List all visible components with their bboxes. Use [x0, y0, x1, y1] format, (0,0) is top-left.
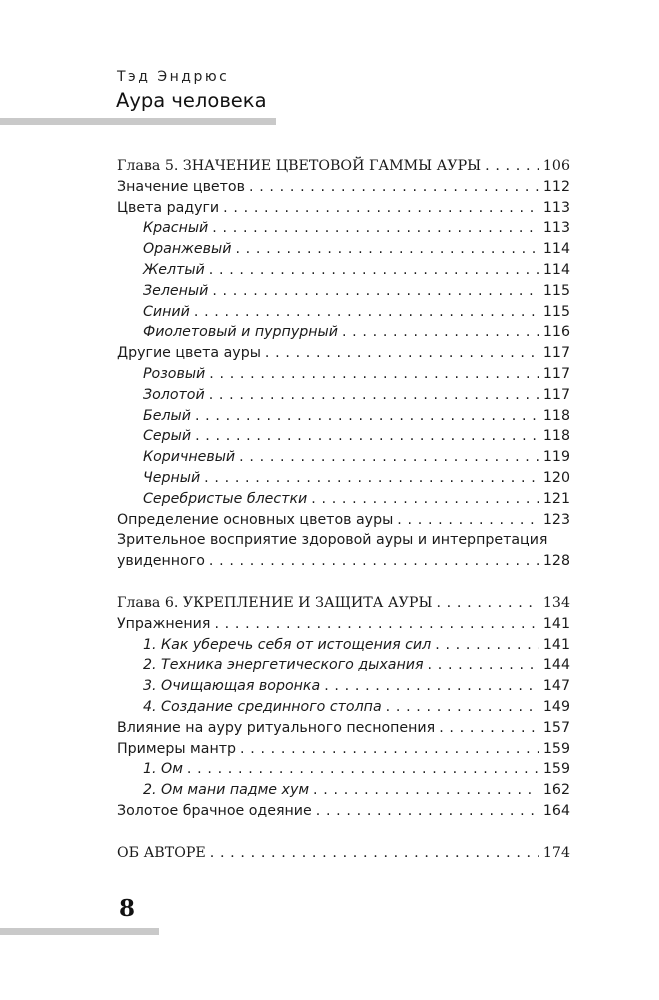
toc-entry-label: Цвета радуги	[117, 199, 220, 216]
running-header-title: Аура человека	[116, 89, 267, 112]
toc-entry-label: увиденного	[117, 553, 205, 570]
leader-dots	[313, 780, 539, 801]
toc-entry-label: Золотое брачное одеяние	[117, 802, 312, 819]
toc-entry-page: 134	[542, 594, 570, 611]
toc-subentry[interactable]	[117, 468, 570, 489]
toc-entry-label: Розовый	[143, 365, 206, 382]
toc-entry-page: 147	[542, 678, 570, 695]
section-gap	[117, 572, 570, 593]
toc-subentry[interactable]	[117, 406, 570, 427]
toc-subentry[interactable]	[117, 697, 570, 718]
toc-entry-label: Влияние на ауру ритуального песнопения	[117, 719, 436, 736]
table-of-contents	[117, 156, 570, 864]
toc-entry[interactable]	[117, 343, 570, 364]
leader-dots	[212, 281, 539, 302]
leader-dots	[397, 510, 539, 531]
leader-dots	[265, 343, 539, 364]
leader-dots	[209, 364, 539, 385]
leader-dots	[210, 843, 539, 864]
toc-subentry[interactable]	[117, 635, 570, 656]
leader-dots	[209, 260, 539, 281]
toc-entry-page: 113	[542, 199, 570, 216]
leader-dots	[435, 635, 539, 656]
toc-entry-page: 157	[542, 719, 570, 736]
toc-entry-page: 117	[542, 365, 570, 382]
toc-subentry[interactable]	[117, 281, 570, 302]
toc-entry-label: Другие цвета ауры	[117, 345, 261, 362]
toc-about-author[interactable]	[117, 843, 570, 864]
page-number: 8	[119, 895, 136, 922]
toc-entry-page: 164	[542, 802, 570, 819]
leader-dots	[324, 676, 539, 697]
toc-entry-page: 149	[542, 698, 570, 715]
toc-entry-label: Белый	[143, 407, 191, 424]
toc-subentry[interactable]	[117, 260, 570, 281]
toc-entry-page: 121	[542, 490, 570, 507]
leader-dots	[439, 718, 539, 739]
toc-entry-label: Золотой	[143, 386, 205, 403]
toc-entry-label: Коричневый	[143, 449, 236, 466]
leader-dots	[316, 801, 539, 822]
toc-entry-page: 174	[542, 844, 570, 861]
toc-entry-page: 162	[542, 782, 570, 799]
toc-entry-page: 123	[542, 511, 570, 528]
toc-entry-page: 115	[542, 303, 570, 320]
leader-dots	[436, 593, 538, 614]
toc-entry[interactable]	[117, 739, 570, 760]
toc-entry-page: 117	[542, 386, 570, 403]
leader-dots	[209, 551, 539, 572]
toc-subentry[interactable]	[117, 385, 570, 406]
toc-entry-page: 117	[542, 345, 570, 362]
toc-entry[interactable]	[117, 801, 570, 822]
toc-entry-line	[117, 530, 570, 551]
toc-entry-label: Зрительное восприятие здоровой ауры и интерпретация	[117, 532, 548, 549]
toc-entry-label: 4. Создание срединного столпа	[143, 698, 382, 715]
toc-entry-label: Зеленый	[143, 282, 209, 299]
toc-entry[interactable]	[117, 614, 570, 635]
toc-entry-label: 2. Техника энергетического дыхания	[143, 657, 424, 674]
toc-subentry[interactable]	[117, 447, 570, 468]
toc-entry-page: 106	[542, 158, 570, 174]
toc-entry-label: 2. Ом мани падме хум	[143, 782, 310, 799]
leader-dots	[342, 322, 539, 343]
toc-entry-page: 144	[542, 657, 570, 674]
leader-dots	[204, 468, 539, 489]
toc-entry-label: Оранжевый	[143, 241, 232, 258]
leader-dots	[249, 177, 539, 198]
leader-dots	[311, 489, 539, 510]
header-rule	[0, 118, 276, 125]
toc-subentry[interactable]	[117, 218, 570, 239]
toc-entry-page: 128	[542, 553, 570, 570]
toc-entry[interactable]	[117, 718, 570, 739]
toc-entry-label: Синий	[143, 303, 190, 320]
toc-entry-label: Фиолетовый и пурпурный	[143, 324, 338, 341]
toc-entry-label: Желтый	[143, 261, 205, 278]
footer-rule	[0, 928, 159, 935]
toc-entry-label: Упражнения	[117, 615, 211, 632]
toc-entry-page: 113	[542, 220, 570, 237]
toc-entry[interactable]	[117, 198, 570, 219]
toc-entry-label: Красный	[143, 220, 209, 237]
leader-dots	[214, 614, 538, 635]
toc-subentry[interactable]	[117, 364, 570, 385]
toc-entry-line	[117, 551, 570, 572]
toc-entry-label: Глава 5. ЗНАЧЕНИЕ ЦВЕТОВОЙ ГАММЫ АУРЫ	[117, 158, 482, 174]
toc-entry-label: Значение цветов	[117, 178, 245, 195]
toc-entry-page: 159	[542, 761, 570, 778]
leader-dots	[195, 426, 539, 447]
toc-chapter-6[interactable]	[117, 593, 570, 614]
toc-entry-page: 118	[542, 407, 570, 424]
toc-entry-label: Серебристые блестки	[143, 490, 308, 507]
leader-dots	[212, 218, 539, 239]
leader-dots	[240, 739, 539, 760]
toc-subentry[interactable]	[117, 489, 570, 510]
toc-subentry[interactable]	[117, 759, 570, 780]
leader-dots	[485, 156, 539, 177]
toc-entry-page: 115	[542, 282, 570, 299]
toc-entry-page: 114	[542, 261, 570, 278]
leader-dots	[235, 239, 538, 260]
toc-subentry[interactable]	[117, 780, 570, 801]
section-gap	[117, 822, 570, 843]
toc-subentry[interactable]	[117, 322, 570, 343]
running-header-author: Тэд Эндрюс	[117, 69, 230, 85]
toc-entry-page: 118	[542, 428, 570, 445]
toc-entry-page: 141	[542, 615, 570, 632]
leader-dots	[187, 759, 539, 780]
toc-entry-label: ОБ АВТОРЕ	[117, 844, 206, 861]
toc-entry-label: 1. Ом	[143, 761, 183, 778]
toc-subentry[interactable]	[117, 302, 570, 323]
toc-entry-page: 116	[542, 324, 570, 341]
toc-entry-label: Серый	[143, 428, 192, 445]
leader-dots	[386, 697, 539, 718]
leader-dots	[223, 198, 539, 219]
toc-entry-label: Примеры мантр	[117, 740, 236, 757]
leader-dots	[209, 385, 539, 406]
toc-entry-label: Определение основных цветов ауры	[117, 511, 394, 528]
toc-entry-label: Глава 6. УКРЕПЛЕНИЕ И ЗАЩИТА АУРЫ	[117, 594, 433, 611]
leader-dots	[239, 447, 539, 468]
toc-entry-label: Черный	[143, 469, 201, 486]
leader-dots	[195, 406, 539, 427]
toc-subentry[interactable]	[117, 676, 570, 697]
toc-subentry[interactable]	[117, 426, 570, 447]
toc-entry-label: 1. Как уберечь себя от истощения сил	[143, 636, 432, 653]
toc-entry[interactable]	[117, 510, 570, 531]
leader-dots	[194, 302, 539, 323]
toc-entry-multiline[interactable]	[117, 530, 570, 572]
toc-entry-page: 114	[542, 241, 570, 258]
toc-chapter-5[interactable]	[117, 156, 570, 177]
toc-entry-page: 112	[542, 178, 570, 195]
leader-dots	[428, 655, 539, 676]
toc-entry[interactable]	[117, 177, 570, 198]
toc-entry-page: 119	[542, 449, 570, 466]
toc-subentry[interactable]	[117, 655, 570, 676]
toc-entry-page: 120	[542, 469, 570, 486]
toc-subentry[interactable]	[117, 239, 570, 260]
toc-entry-label: 3. Очищающая воронка	[143, 678, 321, 695]
toc-entry-page: 141	[542, 636, 570, 653]
toc-entry-page: 159	[542, 740, 570, 757]
